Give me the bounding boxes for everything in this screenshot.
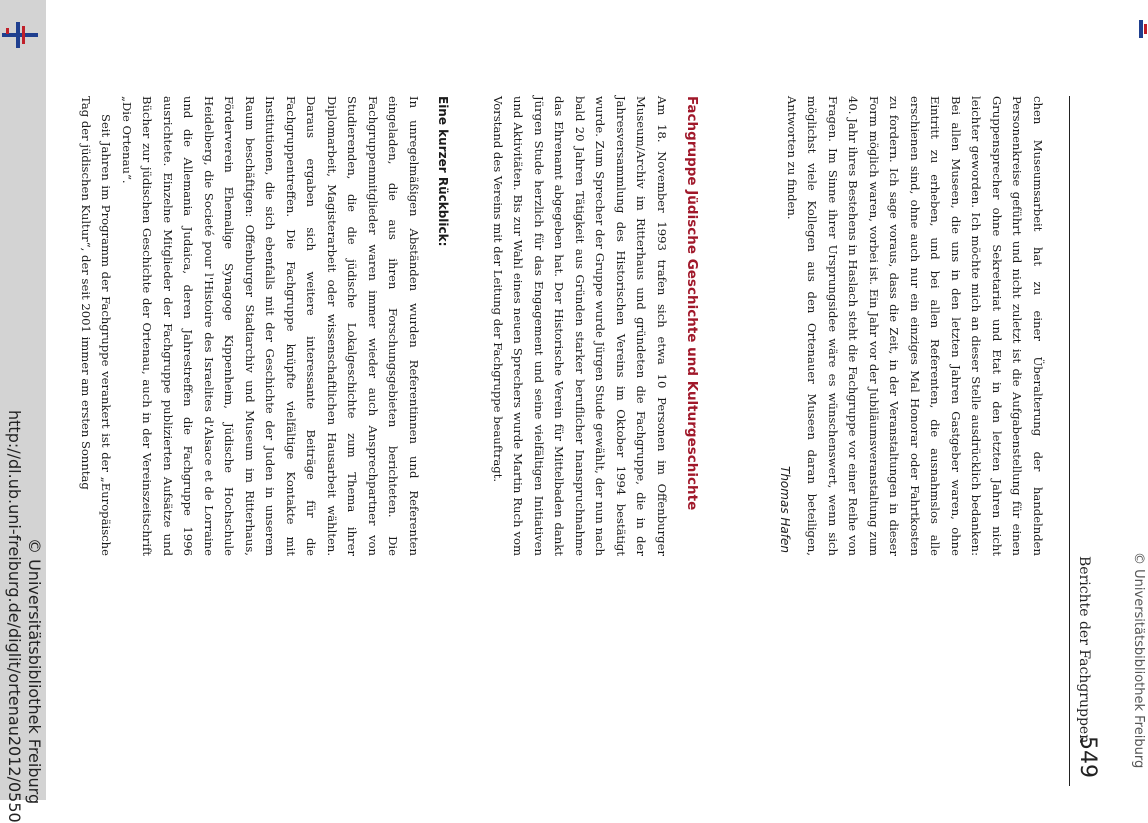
review-paragraphs [76, 96, 425, 556]
running-header [1060, 96, 1100, 786]
header-title: Berichte der Fachgruppen [1076, 556, 1092, 744]
paragraph-text: Seit Jahren im Programm der Fachgruppe verankert ist der „Europäische Tag der jüdischen Kultur“, der seit 2001 immer am ersten Sonntag [79, 96, 114, 556]
header-rule [1069, 96, 1070, 786]
sub-heading: Eine kurzer Rückblick: [436, 96, 450, 247]
library-logo-icon [2, 22, 38, 48]
paragraph-text: chen Museumsarbeit hat zu einer Überalterung der handelnden Personenkreise geführt und nicht zuletzt ist die Aufgabenstellung für einen Gruppensprecher ohne Sekretariat und Etat in den letzten Jahren nicht leichter geworden. Ich möchte mich an dieser Stelle ausdrücklich bedanken: Bei allen Museen, die uns in den letzten Jahren Gastgeber waren, ohne Eintritt zu erheben, und bei allen Referenten, die ausnahmslos alle erschienen sind, ohne auch nur ein einziges Mal Honorar oder Fahrtkosten zu fordern. Ich sage voraus, dass die Zeit, in der Veranstaltungen in dieser Form möglich waren, vorbei ist. Ein Jahr vor der Jubiläumsveranstaltung zum 40. Jahr ihres Bestehens in Haslach steht die Fachgruppe vor einer Reihe von Fragen. Im Sinne ihrer Ursprungsidee wäre es wünschenswert, wenn sich möglichst viele Kollegen aus den Ortenauer Museen daran beteiligen, Antworten zu finden. [785, 96, 1045, 556]
library-logo-icon [1136, 18, 1148, 40]
paragraph-text: Am 18. November 1993 trafen sich etwa 10 Personen im Offenburger Museum/Archiv im Ritterhaus und gründeten die Fachgruppe, die in der Jahresversammlung des Historischen Vereins im Oktober 1994 bestätigt wurde. Zum Sprecher der Gruppe wurde Jürgen Stude gewählt, der nun nach bald 20 Jahren Tätigkeit aus Gründen starker beruflicher Inanspruchnahme das Ehrenamt abgegeben hat. Der Historische Verein für Mittelbaden dankt Jürgen Stude herzlich für das Engagement und seine vielfältigen Initiativen und Aktivitäten. Bis zur Wahl eines neuen Sprechers wurde Martin Ruch vom Vorstand des Vereins mit der Leitung der Fachgruppe beauftragt. [491, 96, 669, 556]
page-number: 549 [1075, 736, 1100, 778]
document-page [79, 96, 1100, 786]
section-heading: Fachgruppe Jüdische Geschichte und Kulturgeschichte [684, 96, 700, 511]
copyright-note: © Universitätsbibliothek Freiburg [25, 538, 44, 805]
copyright-note-right: © Universitätsbibliothek Freiburg [1131, 552, 1146, 769]
paragraph-text: In unregelmäßigen Abständen wurden Referentinnen und Referenten eingeladen, die aus ihren Forschungsgebieten berichteten. Die Fachgruppenmitglieder waren immer wieder auch Ansprechpartner von Studierenden, die die jüdische Lokalgeschichte zum Thema ihrer Diplomarbeit, Magisterarbeit oder wissenschaftlichen Hausarbeit wählten. Daraus ergaben sich weitere interessante Beiträge für die Fachgruppentreffen. Die Fachgruppe knüpfte vielfältige Kontakte mit Institutionen, die sich ebenfalls mit der Geschichte der Juden in unserem Raum beschäftigen: Offenburger Stadtarchiv und Museum im Ritterhaus, Förderverein Ehemalige Synagoge Kippenheim, Jüdische Hochschule Heidelberg, die Societé pour l'Histoire des Israelites d'Alsace et de Lorraine und die Allemania Judaica, deren Jahrestreffen die Fachgruppe 1996 ausrichtete. Einzelne Mitglieder der Fachgruppe publizierten Aufsätze und Bücher zur jüdischen Geschichte der Ortenau, auch in der Vereinszeitschrift „Die Ortenau“. [120, 96, 421, 556]
section-paragraph [488, 96, 673, 556]
top-paragraph [782, 96, 1049, 556]
source-url[interactable]: http://dl.ub.uni-freiburg.de/diglit/ortenau2012/0550 [5, 410, 24, 823]
author-signature: Thomas Hafen [778, 466, 792, 553]
